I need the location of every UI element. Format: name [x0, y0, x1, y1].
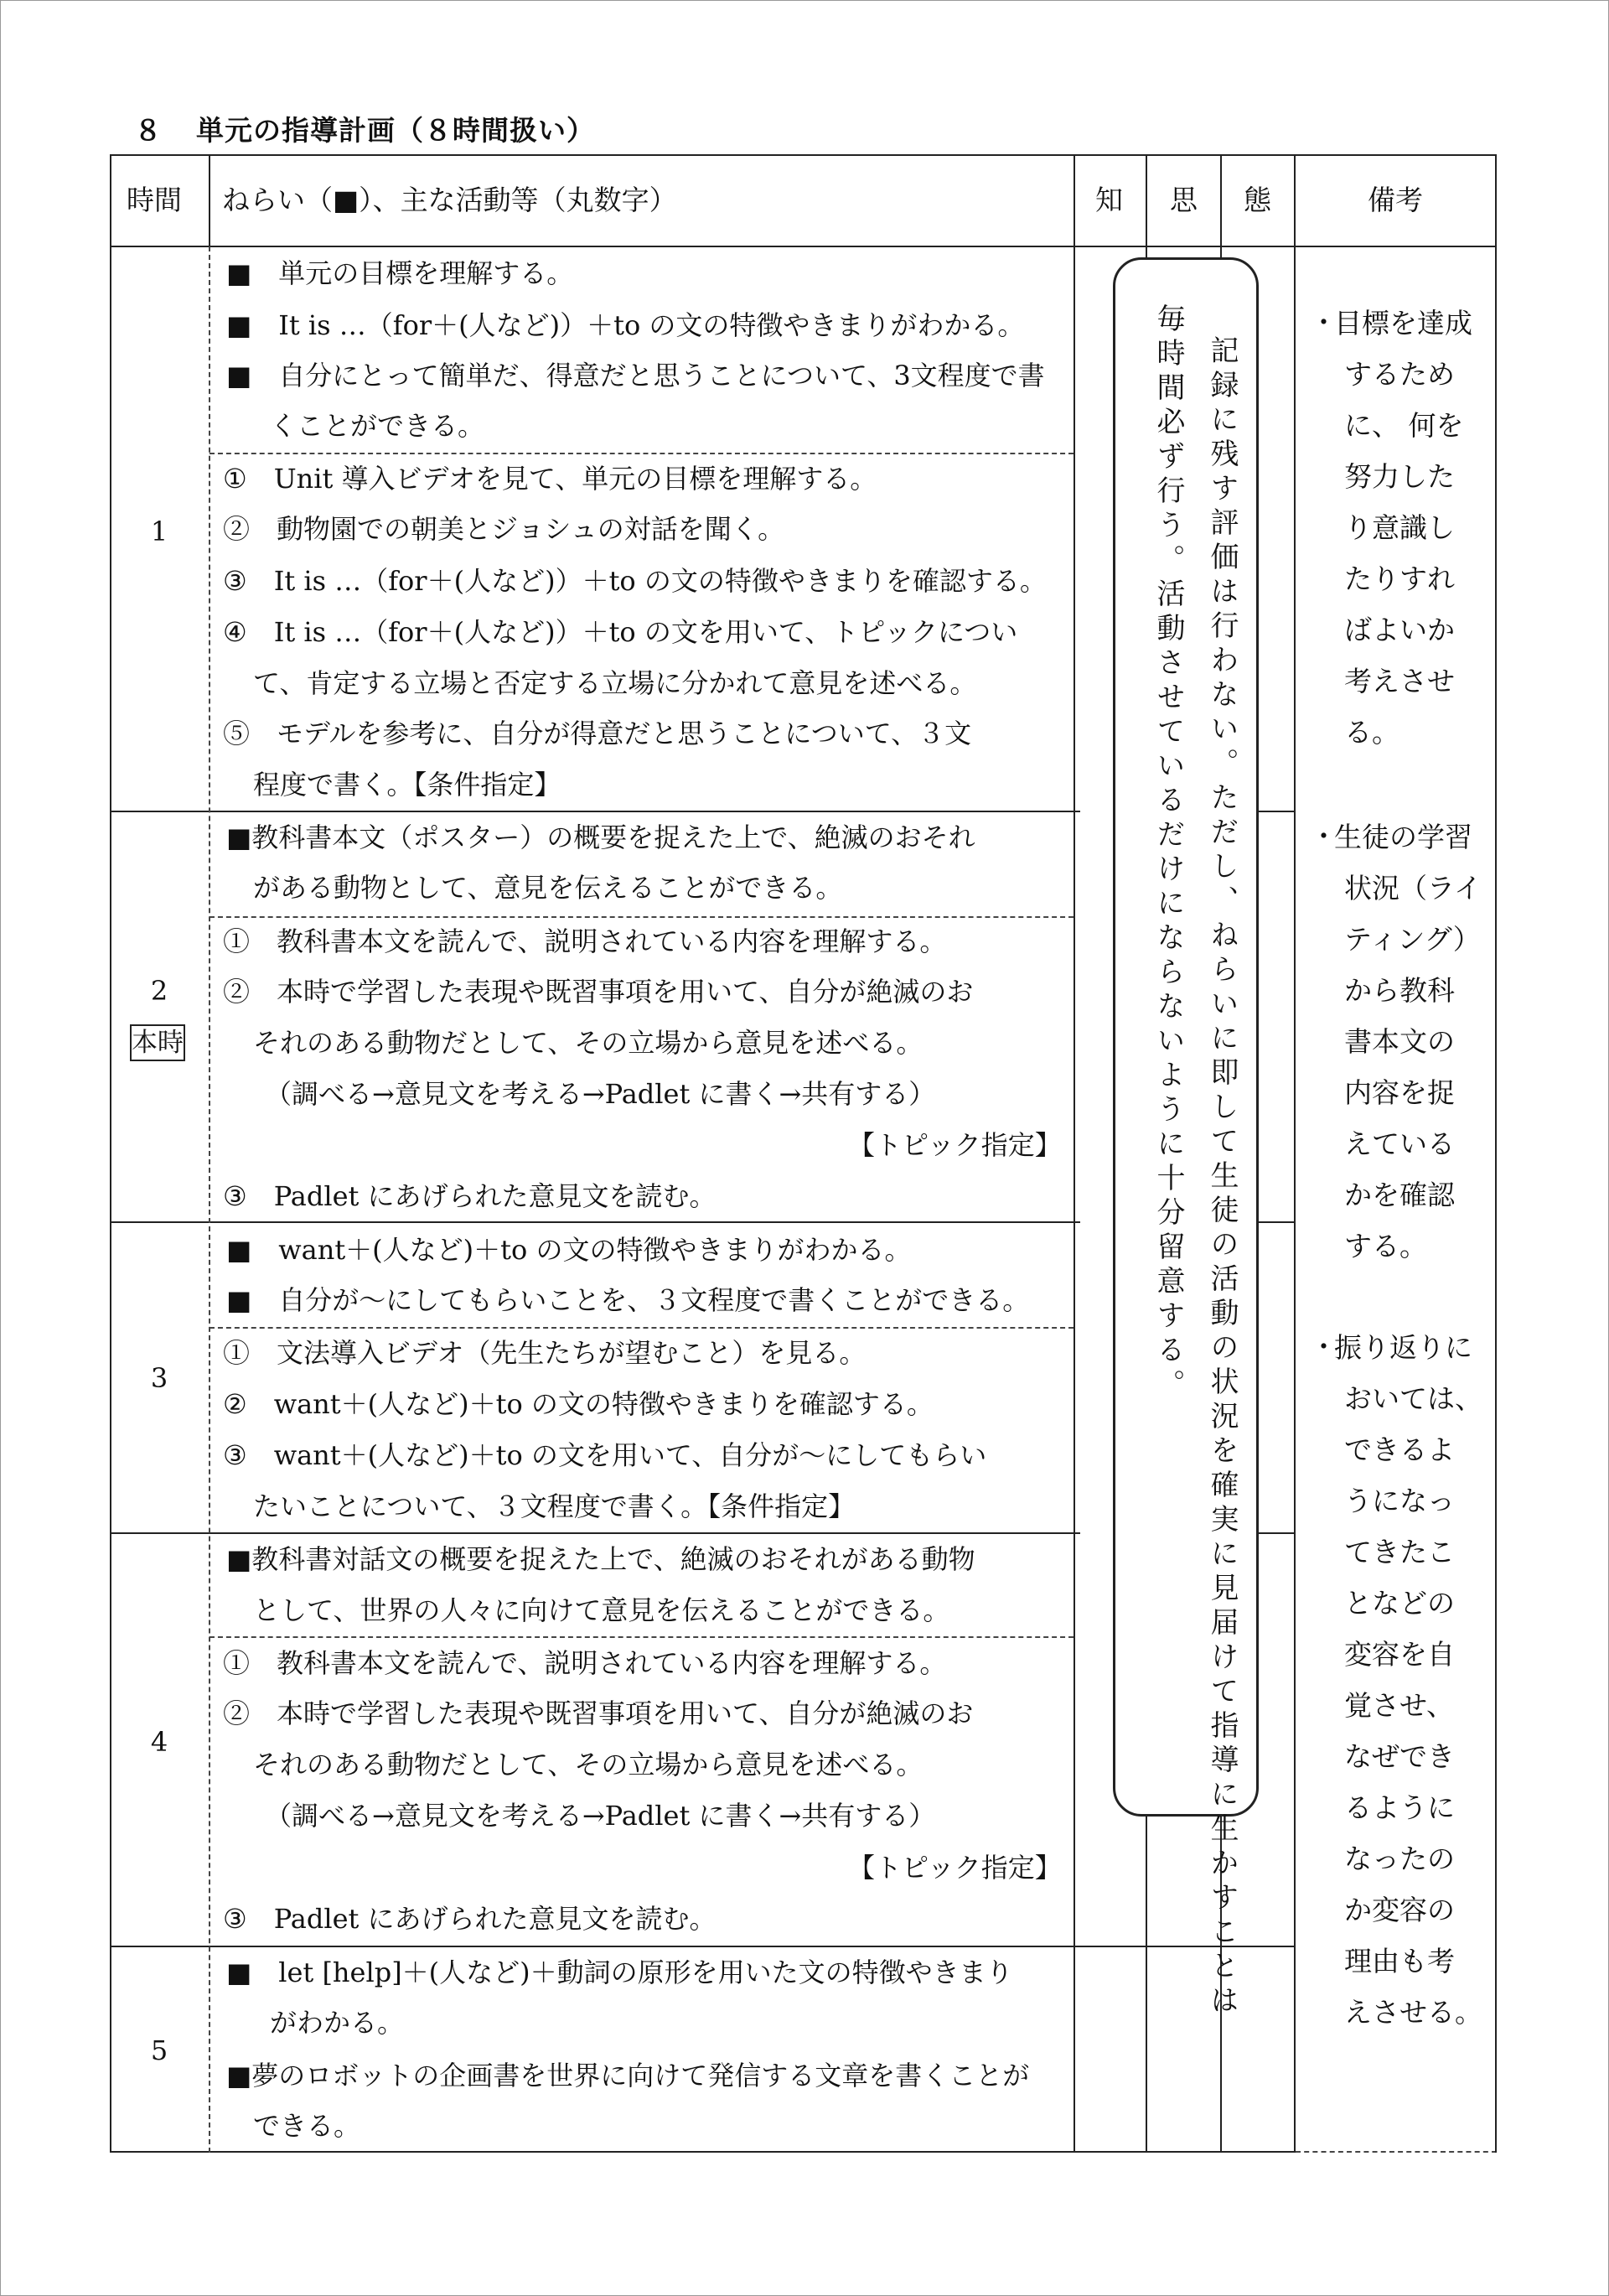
row4-aim-2: として、世界の人々に向けて意見を伝えることができる。: [253, 1594, 950, 1626]
remark-2-line-5: 書本文の: [1344, 1025, 1455, 1058]
row-divider-1: [110, 811, 1080, 812]
remark-3-line-14: えさせる。: [1344, 1996, 1482, 2029]
row1-activity-6: ⑤ モデルを参考に、自分が得意だと思うことについて、３文: [223, 718, 972, 749]
remark-3-line-5: てきたこ: [1344, 1536, 1455, 1568]
row-divider-4: [110, 1946, 1296, 1947]
row3-activity-3: ③ want＋(人など)＋to の文を用いて、自分が～にしてもらい: [223, 1439, 987, 1471]
row2-aim-1: ■教科書本文（ポスター）の概要を捉えた上で、絶滅のおそれ: [226, 821, 975, 853]
header-hours: 時間: [127, 184, 182, 216]
remark-2-line-1: 生徒の学習: [1334, 821, 1472, 853]
row2-activity-3: それのある動物だとして、その立場から意見を述べる。: [253, 1027, 923, 1059]
row5-aim-3: ■夢のロボットの企画書を世界に向けて発信する文章を書くことが: [226, 2060, 1030, 2091]
hour-5: 5: [150, 2034, 168, 2066]
remark-1-line-5: り意識し: [1344, 511, 1455, 544]
row4-activity-1: ① 教科書本文を読んで、説明されている内容を理解する。: [223, 1647, 947, 1679]
row4-activity-5: 【トピック指定】: [848, 1852, 1062, 1884]
remark-1-line-4: 努力した: [1344, 460, 1455, 493]
remark-3-line-2: おいては、: [1344, 1382, 1482, 1415]
remark-3-line-11: なったの: [1344, 1843, 1455, 1875]
remark-3-line-4: うになっ: [1344, 1485, 1455, 1517]
row1-aim-1: ■ 単元の目標を理解する。: [226, 257, 574, 289]
remark-3-line-8: 覚させ、: [1344, 1689, 1455, 1722]
row5-aim-2: がわかる。: [270, 2007, 405, 2039]
section-heading: [134, 109, 595, 148]
col-border-hour: [209, 154, 210, 246]
row1-activity-1: ① Unit 導入ビデオを見て、単元の目標を理解する。: [223, 463, 877, 495]
remark-1-line-7: ばよいか: [1344, 614, 1455, 646]
remark-2-line-7: えている: [1344, 1127, 1455, 1160]
table-top-border: [110, 154, 1497, 156]
remark-2-line-8: かを確認: [1344, 1179, 1455, 1211]
remark-3-line-13: 理由も考: [1344, 1945, 1455, 1977]
remark-1-line-1: 目標を達成: [1334, 307, 1472, 339]
header-bottom-border: [110, 246, 1497, 247]
row4-activity-2: ② 本時で学習した表現や既習事項を用いて、自分が絶滅のお: [223, 1697, 974, 1729]
row4-activity-3: それのある動物だとして、その立場から意見を述べる。: [253, 1749, 923, 1780]
remark-1-line-3: に、 何を: [1344, 409, 1464, 442]
section-number: ８: [134, 114, 163, 147]
row1-aim-2: ■ It is …（for＋(人など)）＋to の文の特徴やきまりがわかる。: [226, 309, 1025, 341]
remark-2-line-9: する。: [1344, 1230, 1427, 1262]
evaluation-note-line-1: 記録に残す評価は行わない。ただし、ねらいに即して生徒の活動の状況を確実に見届けて指導に生かすことは: [1205, 335, 1239, 2019]
col-border-right: [1495, 154, 1497, 2153]
row1-activity-2: ② 動物園での朝美とジョシュの対話を聞く。: [223, 513, 785, 545]
row3-activity-1: ① 文法導入ビデオ（先生たちが望むこと）を見る。: [223, 1337, 867, 1369]
header-attitude: 態: [1244, 184, 1271, 216]
row-divider-2: [110, 1221, 1080, 1223]
row3-aim-1: ■ want＋(人など)＋to の文の特徴やきまりがわかる。: [226, 1234, 912, 1266]
remark-3-line-7: 変容を自: [1344, 1638, 1455, 1671]
col-border-hour-dashed: [209, 246, 210, 2153]
remark-2-line-6: 内容を捉: [1344, 1076, 1455, 1109]
current-lesson-badge: 本時: [130, 1024, 185, 1061]
table-bottom-dashed: [1296, 2151, 1497, 2153]
row2-aim-2: がある動物として、意見を伝えることができる。: [253, 872, 843, 904]
hour-1: 1: [150, 516, 168, 547]
col-border-left: [110, 154, 111, 2153]
remark-2-line-4: から教科: [1344, 974, 1455, 1007]
hour-4: 4: [150, 1726, 168, 1758]
row1-aim-3: ■ 自分にとって簡単だ、得意だと思うことについて、3文程度で書: [226, 360, 1045, 391]
row2-activity-2: ② 本時で学習した表現や既習事項を用いて、自分が絶滅のお: [223, 976, 974, 1008]
hour-2: 2: [150, 975, 168, 1007]
remark-2-line-2: 状況（ライ: [1344, 872, 1482, 904]
remark-1-bullet: ・: [1310, 306, 1337, 339]
row1-activity-4: ④ It is …（for＋(人など)）＋to の文を用いて、トピックについ: [223, 616, 1018, 648]
remark-3-line-3: できるよ: [1344, 1433, 1455, 1466]
remark-1-line-9: る。: [1344, 716, 1399, 749]
header-remarks: 備考: [1368, 184, 1423, 216]
remark-3-line-12: か変容の: [1344, 1894, 1455, 1926]
row5-aim-1: ■ let [help]＋(人など)＋動詞の原形を用いた文の特徴やきまり: [226, 1957, 1013, 1988]
remark-3-line-10: るように: [1344, 1791, 1455, 1824]
evaluation-note-box: [1113, 257, 1259, 2019]
hour-3: 3: [150, 1362, 168, 1394]
remark-3-line-6: となどの: [1344, 1587, 1455, 1620]
header-thinking: 思: [1170, 184, 1198, 216]
col-border-attitude: [1294, 154, 1296, 2153]
row1-aim-4: くことができる。: [270, 410, 485, 442]
remark-1-line-6: たりすれ: [1344, 562, 1455, 595]
remark-3-line-1: 振り返りに: [1334, 1331, 1472, 1364]
section-title: 単元の指導計画（８時間扱い）: [196, 114, 595, 147]
row5-aim-4: できる。: [253, 2110, 361, 2142]
row4-aim-1: ■教科書対話文の概要を捉えた上で、絶滅のおそれがある動物: [226, 1543, 975, 1575]
evaluation-note-line-2: 毎時間必ず行う。活動させているだけにならないように十分留意する。: [1151, 303, 1185, 1403]
row-divider-3: [110, 1532, 1080, 1534]
separator-row4: [210, 1636, 1074, 1638]
col-border-aims: [1074, 154, 1075, 2153]
remark-2-line-3: ティング）: [1344, 923, 1481, 956]
row4-activity-6: ③ Padlet にあげられた意見文を読む。: [223, 1903, 717, 1935]
row3-aim-2: ■ 自分が～にしてもらいことを、３文程度で書くことができる。: [226, 1284, 1030, 1316]
row1-activity-7: 程度で書く。【条件指定】: [253, 769, 561, 801]
remark-1-line-8: 考えさせ: [1344, 665, 1455, 697]
separator-row3: [210, 1327, 1074, 1329]
row2-activity-4: （調べる→意見文を考える→Padlet に書く→共有する）: [265, 1078, 936, 1110]
row3-activity-4: たいことについて、３文程度で書く。【条件指定】: [253, 1490, 856, 1522]
row2-activity-5: 【トピック指定】: [848, 1129, 1062, 1161]
remark-1-line-2: するため: [1344, 358, 1455, 391]
row1-activity-5: て、肯定する立場と否定する立場に分かれて意見を述べる。: [253, 667, 977, 699]
header-aims: ねらい（■）、主な活動等（丸数字）: [222, 184, 677, 216]
table-bottom-border: [110, 2151, 1296, 2153]
header-knowledge: 知: [1095, 184, 1123, 216]
row3-activity-2: ② want＋(人など)＋to の文の特徴やきまりを確認する。: [223, 1388, 934, 1420]
separator-row1: [210, 453, 1074, 454]
remark-3-bullet: ・: [1310, 1330, 1337, 1363]
row2-activity-6: ③ Padlet にあげられた意見文を読む。: [223, 1180, 717, 1212]
remark-3-line-9: なぜでき: [1344, 1740, 1455, 1773]
row1-activity-3: ③ It is …（for＋(人など)）＋to の文の特徴やきまりを確認する。: [223, 565, 1047, 597]
separator-row2: [210, 916, 1074, 918]
remark-2-bullet: ・: [1310, 820, 1337, 853]
row2-activity-1: ① 教科書本文を読んで、説明されている内容を理解する。: [223, 925, 947, 957]
row4-activity-4: （調べる→意見文を考える→Padlet に書く→共有する）: [265, 1800, 936, 1832]
